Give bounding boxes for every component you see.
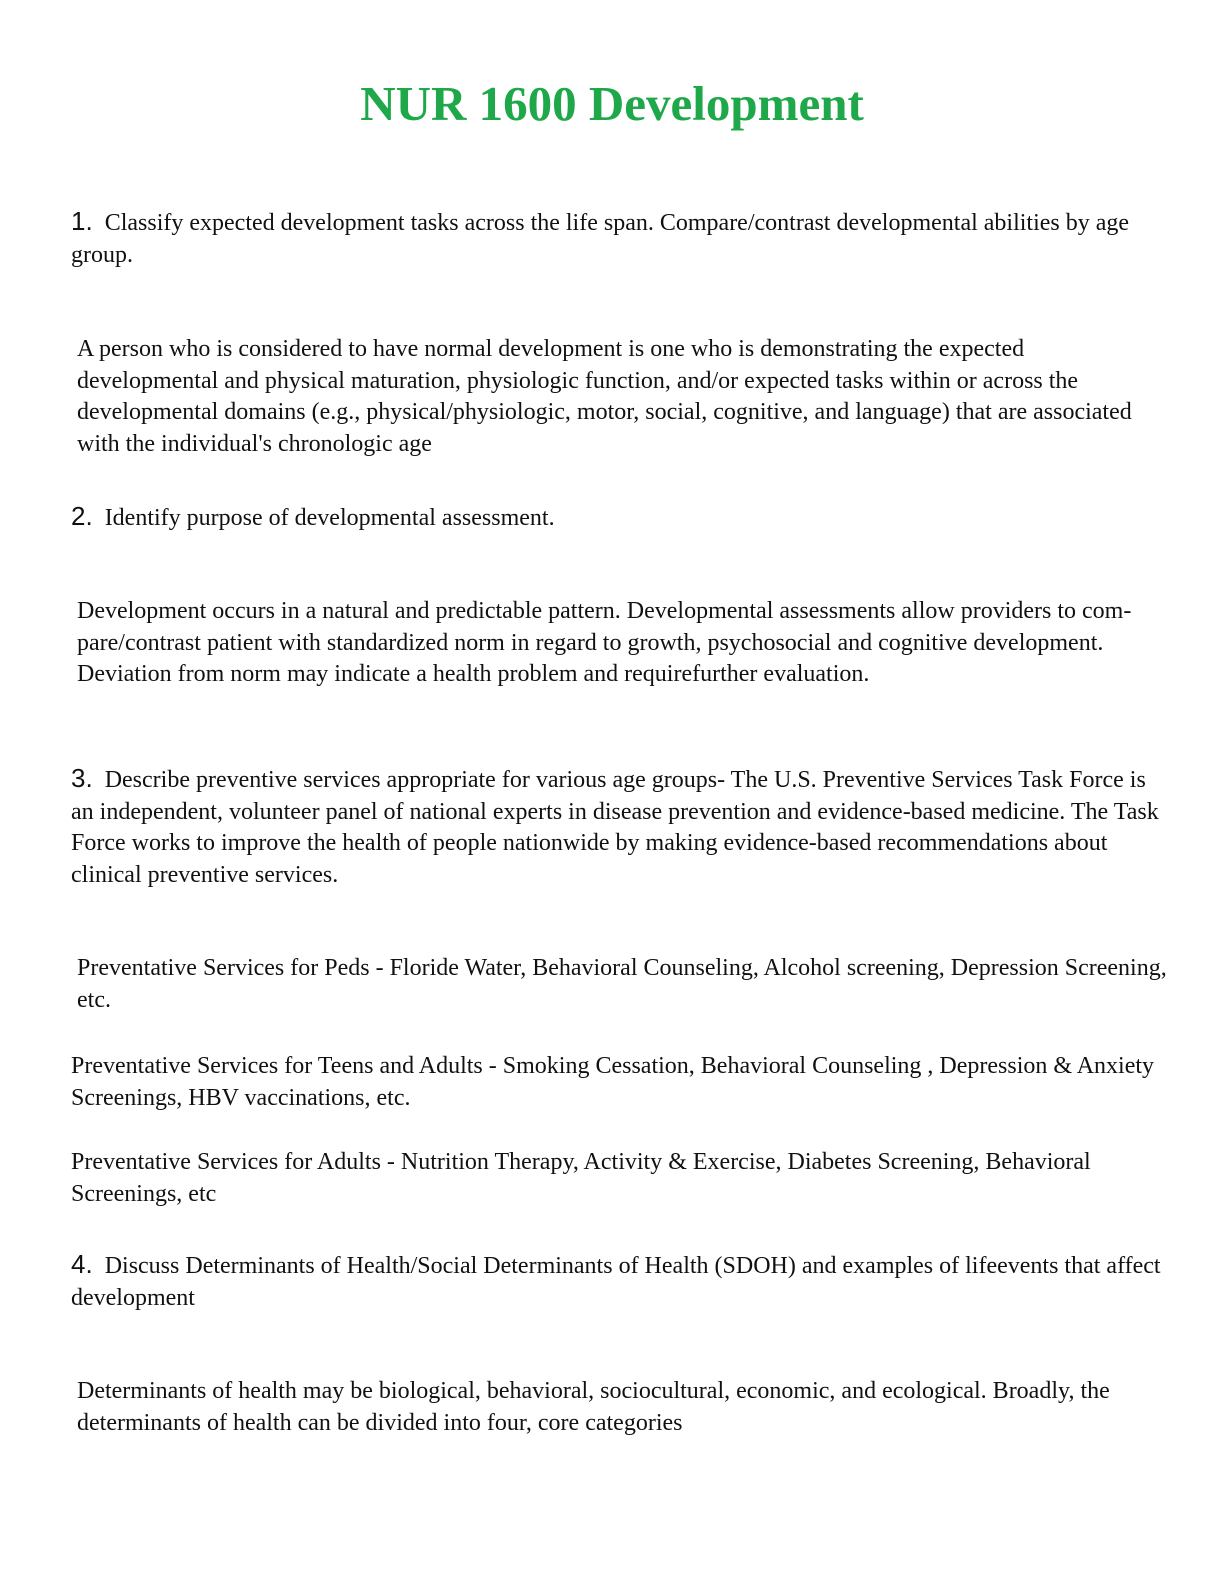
question-number: 4. xyxy=(71,1249,93,1279)
question-1 xyxy=(71,206,1161,271)
answer-4: Determinants of health may be biological, behavioral, sociocultural, economic, and ecological. Broadly, the determinants of health can be divided into four, core categories xyxy=(77,1378,1110,1436)
question-text: Discuss Determinants of Health/Social Determinants of Health (SDOH) and examples of lifeevents that affect development xyxy=(71,1253,1161,1311)
page-title: NUR 1600 Development xyxy=(360,76,864,131)
answer-2: Development occurs in a natural and predictable pattern. Developmental assessments allow providers to com- pare/contrast patient with standardized norm in regard to growth, psychosocial and cognitive development. Deviation from norm may indicate a health problem and requirefurther evaluation. xyxy=(77,598,1132,687)
question-2 xyxy=(71,501,1161,535)
question-3 xyxy=(71,763,1161,891)
question-4 xyxy=(71,1249,1161,1314)
question-text: Describe preventive services appropriate for various age groups- The U.S. Preventive Services Task Force is an independent, volunteer panel of national experts in disease prevention and evidence-based medicine. The Task Force works to improve the health of people nationwide by making evidence-based recommendations about clinical preventive services. xyxy=(71,767,1159,888)
answer-1: A person who is considered to have normal development is one who is demonstrating the expected developmental and physical maturation, physiologic function, and/or expected tasks within or across the developmental domains (e.g., physical/physiologic, motor, social, cognitive, and language) that are associated with the individual's chronologic age xyxy=(77,336,1132,457)
answer-3b: Preventative Services for Teens and Adults - Smoking Cessation, Behavioral Counseling , Depression & Anxiety Screenings, HBV vaccinations, etc. xyxy=(71,1053,1155,1111)
question-text: Classify expected development tasks across the life span. Compare/contrast developmental abilities by age group. xyxy=(71,210,1130,268)
question-text: Identify purpose of developmental assessment. xyxy=(104,505,555,531)
answer-3a: Preventative Services for Peds - Floride Water, Behavioral Counseling, Alcohol screening, Depression Screening, etc. xyxy=(77,955,1167,1013)
question-number: 2. xyxy=(71,501,93,531)
question-number: 3. xyxy=(71,763,93,793)
answer-3c: Preventative Services for Adults - Nutrition Therapy, Activity & Exercise, Diabetes Screening, Behavioral Screenings, etc xyxy=(71,1149,1091,1207)
question-number: 1. xyxy=(71,206,93,236)
